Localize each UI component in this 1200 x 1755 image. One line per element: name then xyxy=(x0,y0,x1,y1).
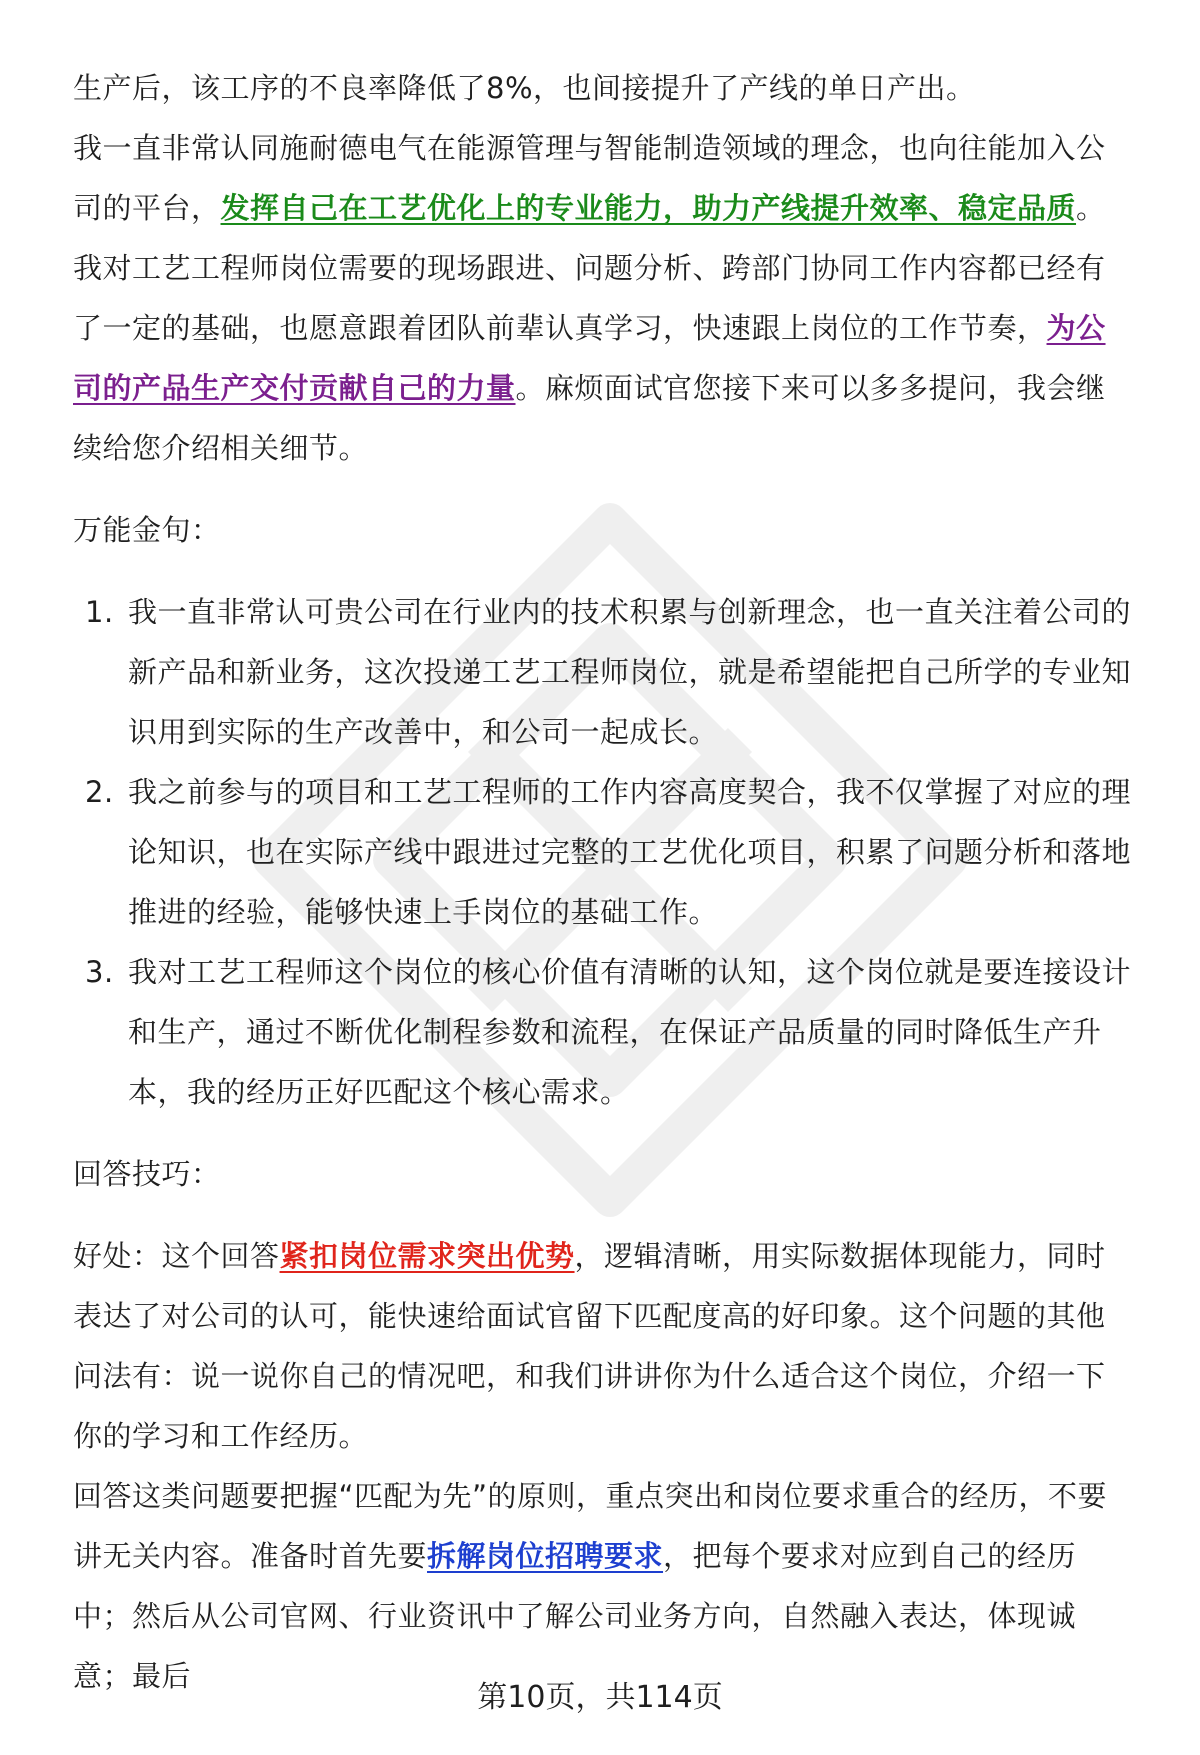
page-number: 第10页，共114页 xyxy=(477,1680,723,1715)
intro-paragraph: 我一直非常认同施耐德电气在能源管理与智能制造领域的理念，也向往能加入公司的平台，发挥自己在工艺优化上的专业能力，助力产线提升效率、稳定品质。我对工艺工程师岗位需要的现场跟进、问题分析、跨部门协同工作内容都已经有了一定的基础，也愿意跟着团队前辈认真学习，快速跟上岗位的工作节奏，为公司的产品生产交付贡献自己的力量。麻烦面试官您接下来可以多多提问，我会继续给您介绍相关细节。 xyxy=(73,131,1106,465)
list-item: 1. 我一直非常认可贵公司在行业内的技术积累与创新理念，也一直关注着公司的新产品和新业务，这次投递工艺工程师岗位，就是希望能把自己所学的专业知识用到实际的生产改善中，和公司一起成长。 xyxy=(85,595,1132,749)
highlight-blue: 拆解岗位招聘要求 xyxy=(427,1539,664,1573)
intro-line: 生产后，该工序的不良率降低了8%，也间接提升了产线的单日产出。 xyxy=(73,71,976,105)
golden-sentences-list xyxy=(73,582,1133,1122)
list-item: 3. 我对工艺工程师这个岗位的核心价值有清晰的认知，这个岗位就是要连接设计和生产，通过不断优化制程参数和流程，在保证产品质量的同时降低生产升本，我的经历正好匹配这个核心需求。 xyxy=(85,955,1132,1109)
highlight-red: 紧扣岗位需求突出优势 xyxy=(279,1239,575,1273)
tips-heading: 回答技巧： xyxy=(73,1157,221,1191)
document-body xyxy=(73,58,1133,1706)
highlight-purple: 为公司的产品生产交付贡献自己的力量 xyxy=(73,311,1106,405)
golden-sentences-heading: 万能金句： xyxy=(73,513,221,547)
method-paragraph: 回答这类问题要把握“匹配为先”的原则，重点突出和岗位要求重合的经历，不要讲无关内容。准备时首先要拆解岗位招聘要求，把每个要求对应到自己的经历中；然后从公司官网、行业资讯中了解公司业务方向，自然融入表达，体现诚意；最后 xyxy=(73,1479,1108,1693)
list-item: 2. 我之前参与的项目和工艺工程师的工作内容高度契合，我不仅掌握了对应的理论知识，也在实际产线中跟进过完整的工艺优化项目，积累了问题分析和落地推进的经验，能够快速上手岗位的基础工作。 xyxy=(85,775,1132,929)
benefit-paragraph: 好处：这个回答紧扣岗位需求突出优势，逻辑清晰，用实际数据体现能力，同时表达了对公司的认可，能快速给面试官留下匹配度高的好印象。这个问题的其他问法有：说一说你自己的情况吧，和我们讲讲你为什么适合这个岗位，介绍一下你的学习和工作经历。 xyxy=(73,1239,1106,1453)
highlight-green: 发挥自己在工艺优化上的专业能力，助力产线提升效率、稳定品质 xyxy=(220,191,1077,225)
